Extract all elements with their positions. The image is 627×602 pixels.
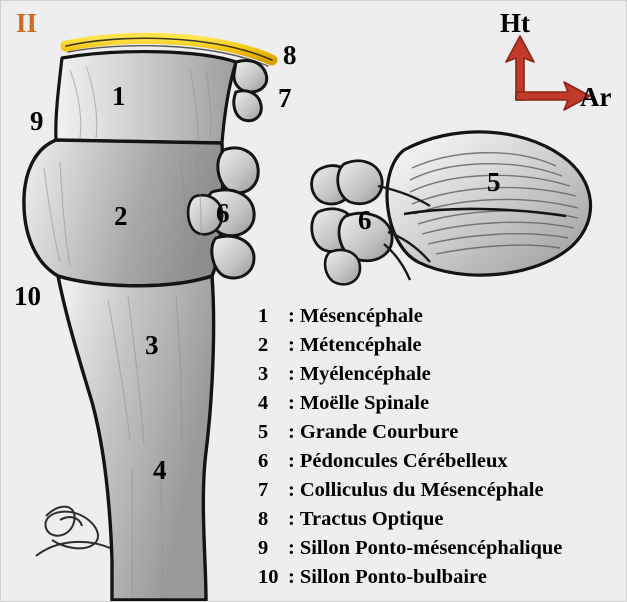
legend-separator: : (288, 363, 295, 385)
callout-4: 4 (153, 455, 167, 485)
legend-item-4 (258, 393, 624, 422)
legend-key: 5 (258, 421, 269, 443)
callout-2: 2 (114, 201, 128, 231)
legend-label: Mésencéphale (299, 305, 423, 327)
callout-5: 5 (487, 167, 501, 197)
legend-key: 1 (258, 305, 269, 327)
legend-label: Colliculus du Mésencéphale (299, 479, 544, 501)
legend-item-3 (258, 364, 624, 393)
orientation-label-right: Ar (580, 82, 612, 112)
callout-1: 1 (112, 81, 126, 111)
legend-key: 3 (258, 363, 269, 385)
callout-3: 3 (145, 330, 159, 360)
callout-9: 9 (30, 106, 44, 136)
legend-separator: : (288, 334, 295, 356)
figure-roman-marker: II (16, 8, 38, 38)
legend-item-5 (258, 422, 624, 451)
legend-key: 2 (258, 334, 269, 356)
legend-key: 7 (258, 479, 269, 501)
callout-7: 7 (278, 83, 292, 113)
legend-separator: : (288, 508, 295, 530)
orientation-label-up: Ht (500, 8, 530, 38)
legend-separator: : (288, 305, 295, 327)
legend-key: 10 (258, 566, 279, 588)
callout-10: 10 (14, 281, 41, 311)
legend-label: Sillon Ponto-bulbaire (299, 566, 487, 588)
callout-6-lateral: 6 (358, 205, 372, 235)
legend-label: Métencéphale (299, 334, 422, 356)
legend-label: Myélencéphale (299, 363, 431, 385)
legend-label: Sillon Ponto-mésencéphalique (299, 537, 563, 559)
legend (258, 306, 624, 596)
legend-item-8 (258, 509, 624, 538)
legend-label: Pédoncules Cérébelleux (299, 450, 508, 472)
legend-item-9 (258, 538, 624, 567)
legend-item-7 (258, 480, 624, 509)
legend-separator: : (288, 421, 295, 443)
legend-separator: : (288, 566, 295, 588)
legend-item-6 (258, 451, 624, 480)
legend-key: 4 (258, 392, 269, 414)
orientation-arrows (506, 36, 590, 110)
legend-label: Tractus Optique (299, 508, 444, 530)
legend-label: Moëlle Spinale (299, 392, 430, 414)
legend-key: 8 (258, 508, 269, 530)
legend-item-2 (258, 335, 624, 364)
legend-label: Grande Courbure (299, 421, 459, 443)
legend-key: 9 (258, 537, 269, 559)
legend-key: 6 (258, 450, 269, 472)
legend-separator: : (288, 392, 295, 414)
legend-item-1 (258, 306, 624, 335)
legend-separator: : (288, 537, 295, 559)
callout-8: 8 (283, 40, 297, 70)
legend-item-10 (258, 567, 624, 596)
callout-6-dorsal: 6 (216, 198, 230, 228)
legend-separator: : (288, 479, 295, 501)
legend-separator: : (288, 450, 295, 472)
